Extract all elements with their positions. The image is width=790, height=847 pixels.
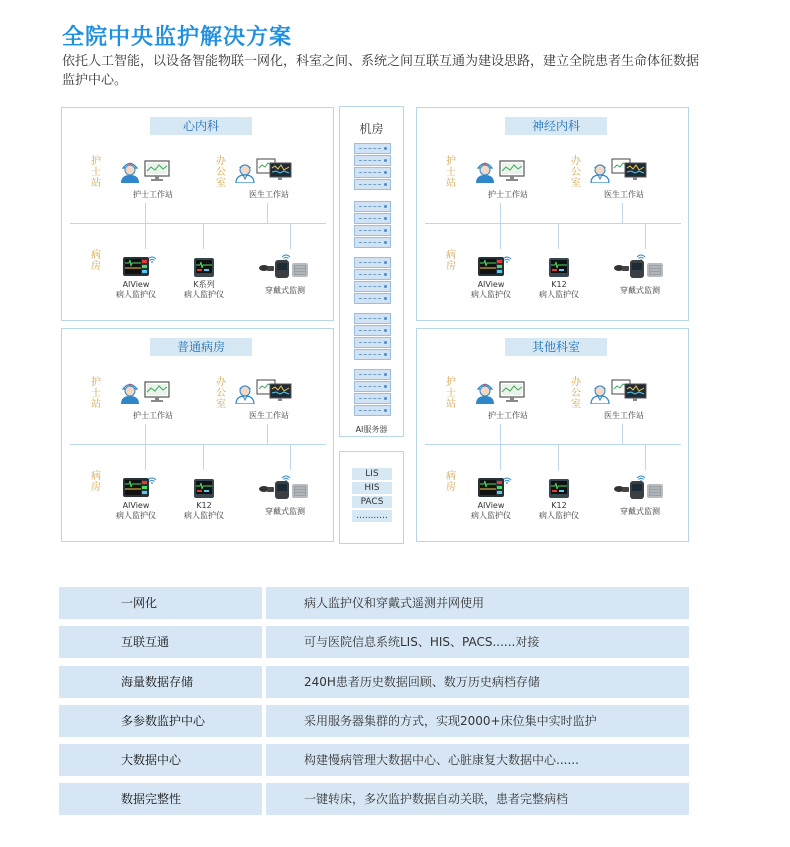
server-unit <box>354 213 391 224</box>
feature-row <box>59 626 689 658</box>
k-monitor-model-caption: K12 <box>551 501 567 510</box>
office-label: 办公室 <box>571 377 581 410</box>
server-unit <box>354 393 391 404</box>
feature-row <box>59 666 689 698</box>
office-pc <box>611 379 647 407</box>
office-doctor-figure <box>589 159 611 187</box>
system-item-lis: LIS <box>352 468 392 480</box>
feature-name: 数据完整性 <box>59 783 262 815</box>
department-box <box>416 107 689 321</box>
ward-label: 病房 <box>446 250 456 272</box>
k-monitor-type-caption: 病人监护仪 <box>184 511 224 520</box>
k-monitor-type-caption: 病人监护仪 <box>539 290 579 299</box>
nurse-station-figure <box>474 159 496 187</box>
nurse-icon <box>119 380 141 404</box>
doctor-workstation-caption: 医生工作站 <box>604 411 644 420</box>
office-doctor-figure <box>234 380 256 408</box>
server-unit <box>354 337 391 348</box>
server-room <box>339 106 404 437</box>
office-pc <box>256 379 292 407</box>
patient-monitor-icon <box>122 476 150 498</box>
nurse-icon <box>119 159 141 183</box>
nurse-icon <box>474 380 496 404</box>
nurse-station-figure <box>119 159 141 187</box>
wearable-monitor-icon <box>258 254 310 280</box>
feature-desc: 可与医院信息系统LIS、HIS、PACS......对接 <box>266 626 689 658</box>
ward-label: 病房 <box>91 250 101 272</box>
office-label: 办公室 <box>216 156 226 189</box>
server-unit <box>354 269 391 280</box>
nurse-station-pc <box>499 381 525 407</box>
k-series-monitor-icon <box>193 477 215 499</box>
wearable-caption: 穿戴式监测 <box>265 286 305 295</box>
k-monitor <box>548 256 570 282</box>
intro-text: 依托人工智能，以设备智能物联一网化，科室之间、系统之间互联互通为建设思路，建立全院患者生命体征数据监护中心。 <box>62 54 700 88</box>
monitor-type-caption: 病人监护仪 <box>116 290 156 299</box>
workstation-computer-icon <box>499 381 525 403</box>
server-room-title: 机房 <box>359 122 384 136</box>
wearable-device <box>258 475 310 505</box>
nurse-station-pc <box>144 160 170 186</box>
office-label: 办公室 <box>216 377 226 410</box>
workstation-computer-icon <box>499 160 525 182</box>
server-unit <box>354 313 391 324</box>
nurse-workstation-caption: 护士工作站 <box>488 190 528 199</box>
nurse-station-figure <box>119 380 141 408</box>
feature-row <box>59 744 689 776</box>
wearable-caption: 穿戴式监测 <box>620 286 660 295</box>
k-monitor-type-caption: 病人监护仪 <box>184 290 224 299</box>
monitor-model-caption: AIView <box>477 501 505 510</box>
k-series-monitor-icon <box>548 256 570 278</box>
department-title: 普通病房 <box>150 338 252 356</box>
wearable-monitor-icon <box>613 475 665 501</box>
aiview-monitor <box>122 255 150 281</box>
workstation-computer-icon <box>144 381 170 403</box>
nurse-station-label: 护士站 <box>91 156 101 189</box>
wearable-caption: 穿戴式监测 <box>620 507 660 516</box>
department-title: 其他科室 <box>505 338 607 356</box>
server-unit <box>354 155 391 166</box>
doctor-workstation-computer-icon <box>611 379 647 403</box>
k-series-monitor-icon <box>193 256 215 278</box>
doctor-workstation-computer-icon <box>611 158 647 182</box>
ward-label: 病房 <box>446 471 456 493</box>
office-pc <box>256 158 292 186</box>
nurse-station-pc <box>499 160 525 186</box>
ward-label: 病房 <box>91 471 101 493</box>
wearable-device <box>613 254 665 284</box>
k-monitor-model-caption: K系列 <box>193 280 215 289</box>
wearable-device <box>613 475 665 505</box>
feature-row <box>59 783 689 815</box>
office-pc <box>611 158 647 186</box>
page-title: 全院中央监护解决方案 <box>62 25 293 50</box>
feature-row <box>59 587 689 619</box>
nurse-station-label: 护士站 <box>91 377 101 410</box>
monitor-model-caption: AIView <box>122 501 150 510</box>
wearable-device <box>258 254 310 284</box>
department-box <box>416 328 689 542</box>
server-unit <box>354 201 391 212</box>
nurse-station-label: 护士站 <box>446 377 456 410</box>
office-doctor-figure <box>234 159 256 187</box>
k-monitor <box>193 477 215 503</box>
patient-monitor-icon <box>477 255 505 277</box>
server-unit <box>354 369 391 380</box>
patient-monitor-icon <box>477 476 505 498</box>
department-box <box>61 328 334 542</box>
server-unit <box>354 349 391 360</box>
doctor-workstation-computer-icon <box>256 158 292 182</box>
feature-row <box>59 705 689 737</box>
aiview-monitor <box>477 255 505 281</box>
workstation-computer-icon <box>144 160 170 182</box>
aiview-monitor <box>122 476 150 502</box>
nurse-station-pc <box>144 381 170 407</box>
k-monitor-type-caption: 病人监护仪 <box>539 511 579 520</box>
feature-name: 大数据中心 <box>59 744 262 776</box>
department-title: 心内科 <box>150 117 252 135</box>
feature-desc: 采用服务器集群的方式，实现2000+床位集中实时监护 <box>266 705 689 737</box>
feature-name: 互联互通 <box>59 626 262 658</box>
server-unit <box>354 257 391 268</box>
feature-name: 多参数监护中心 <box>59 705 262 737</box>
server-unit <box>354 325 391 336</box>
feature-name: 海量数据存储 <box>59 666 262 698</box>
feature-desc: 240H患者历史数据回顾、数万历史病档存储 <box>266 666 689 698</box>
nurse-icon <box>474 159 496 183</box>
wearable-caption: 穿戴式监测 <box>265 507 305 516</box>
system-item-more: ........... <box>352 510 392 522</box>
server-unit <box>354 237 391 248</box>
wearable-monitor-icon <box>258 475 310 501</box>
monitor-model-caption: AIView <box>122 280 150 289</box>
server-unit <box>354 405 391 416</box>
monitor-model-caption: AIView <box>477 280 505 289</box>
system-item-his: HIS <box>352 482 392 494</box>
doctor-workstation-caption: 医生工作站 <box>249 190 289 199</box>
feature-desc: 构建慢病管理大数据中心、心脏康复大数据中心...... <box>266 744 689 776</box>
monitor-type-caption: 病人监护仪 <box>116 511 156 520</box>
k-monitor-model-caption: K12 <box>551 280 567 289</box>
feature-desc: 病人监护仪和穿戴式遥测并网使用 <box>266 587 689 619</box>
nurse-station-label: 护士站 <box>446 156 456 189</box>
server-unit <box>354 281 391 292</box>
nurse-workstation-caption: 护士工作站 <box>488 411 528 420</box>
patient-monitor-icon <box>122 255 150 277</box>
server-unit <box>354 225 391 236</box>
doctor-workstation-caption: 医生工作站 <box>604 190 644 199</box>
server-unit <box>354 381 391 392</box>
server-unit <box>354 179 391 190</box>
monitor-type-caption: 病人监护仪 <box>471 290 511 299</box>
systems-box <box>339 451 404 544</box>
k-monitor <box>548 477 570 503</box>
doctor-workstation-computer-icon <box>256 379 292 403</box>
aiview-monitor <box>477 476 505 502</box>
server-unit <box>354 167 391 178</box>
server-room-caption: AI服务器 <box>355 425 388 434</box>
doctor-icon <box>234 380 256 404</box>
office-doctor-figure <box>589 380 611 408</box>
nurse-workstation-caption: 护士工作站 <box>133 190 173 199</box>
server-unit <box>354 143 391 154</box>
wearable-monitor-icon <box>613 254 665 280</box>
department-title: 神经内科 <box>505 117 607 135</box>
feature-name: 一网化 <box>59 587 262 619</box>
doctor-icon <box>589 380 611 404</box>
system-item-pacs: PACS <box>352 496 392 508</box>
office-label: 办公室 <box>571 156 581 189</box>
department-box <box>61 107 334 321</box>
server-unit <box>354 293 391 304</box>
nurse-station-figure <box>474 380 496 408</box>
doctor-icon <box>234 159 256 183</box>
doctor-workstation-caption: 医生工作站 <box>249 411 289 420</box>
k-monitor <box>193 256 215 282</box>
k-monitor-model-caption: K12 <box>196 501 212 510</box>
feature-desc: 一键转床，多次监护数据自动关联，患者完整病档 <box>266 783 689 815</box>
doctor-icon <box>589 159 611 183</box>
nurse-workstation-caption: 护士工作站 <box>133 411 173 420</box>
monitor-type-caption: 病人监护仪 <box>471 511 511 520</box>
k-series-monitor-icon <box>548 477 570 499</box>
